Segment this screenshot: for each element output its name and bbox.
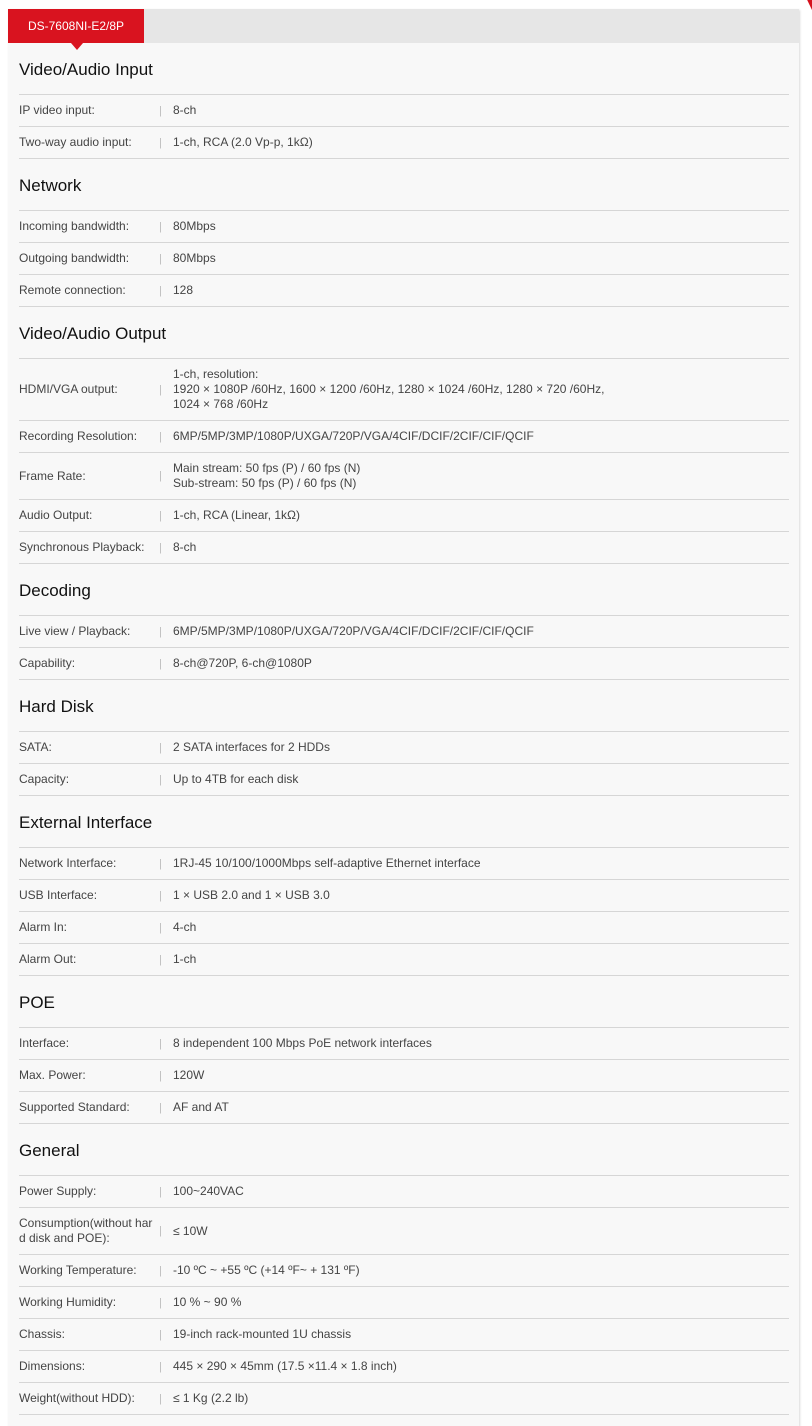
- spec-value-line: Sub-stream: 50 fps (P) / 60 fps (N): [173, 476, 357, 490]
- spec-value-line: 6MP/5MP/3MP/1080P/UXGA/720P/VGA/4CIF/DCIF/2CIF/CIF/QCIF: [173, 624, 534, 638]
- spec-value-line: 1 × USB 2.0 and 1 × USB 3.0: [173, 888, 330, 902]
- spec-row: [19, 880, 789, 912]
- spec-label: USB Interface:: [19, 888, 98, 902]
- spec-value: [173, 219, 789, 234]
- spec-value: [173, 283, 789, 298]
- spec-value-line: AF and AT: [173, 1100, 229, 1114]
- spec-value: [173, 656, 789, 671]
- spec-label: Working Temperature:: [19, 1263, 137, 1277]
- spec-section: [19, 43, 789, 159]
- spec-value: [173, 461, 789, 491]
- spec-value-line: 2 SATA interfaces for 2 HDDs: [173, 740, 330, 754]
- spec-value-line: 1RJ-45 10/100/1000Mbps self-adaptive Ethernet interface: [173, 856, 481, 870]
- spec-label: Frame Rate:: [19, 468, 86, 483]
- spec-label: Capability:: [19, 656, 76, 670]
- spec-value-line: Main stream: 50 fps (P) / 60 fps (N): [173, 461, 361, 475]
- spec-value: [173, 624, 789, 639]
- separator: |: [159, 657, 162, 670]
- separator: |: [159, 1037, 162, 1050]
- spec-value-line: 1-ch, resolution:: [173, 367, 259, 381]
- separator: |: [159, 889, 162, 902]
- separator: |: [159, 220, 162, 233]
- spec-value-line: 1-ch: [173, 952, 197, 966]
- corner-ribbon: [804, 0, 812, 10]
- spec-row: [19, 453, 789, 500]
- spec-row: [19, 421, 789, 453]
- spec-value-line: 120W: [173, 1068, 205, 1082]
- spec-section: [19, 564, 789, 680]
- spec-label: Supported Standard:: [19, 1100, 130, 1114]
- spec-label: HDMI/VGA output:: [19, 382, 118, 396]
- spec-label: SATA:: [19, 740, 52, 754]
- spec-value-line: 8-ch: [173, 103, 197, 117]
- spec-value: [173, 1263, 789, 1278]
- spec-label: Remote connection:: [19, 283, 126, 297]
- spec-row: [19, 1060, 789, 1092]
- spec-row: [19, 764, 789, 796]
- spec-label: Alarm In:: [19, 920, 68, 934]
- spec-value-line: ≤ 1 Kg (2.2 lb): [173, 1391, 249, 1405]
- spec-value: [173, 1100, 789, 1115]
- spec-section: [19, 680, 789, 796]
- spec-value-line: 8 independent 100 Mbps PoE network interfaces: [173, 1036, 432, 1050]
- spec-row: [19, 1028, 789, 1060]
- spec-value: [173, 772, 789, 787]
- spec-value-line: 128: [173, 283, 194, 297]
- spec-value: [173, 856, 789, 871]
- spec-label: Power Supply:: [19, 1184, 97, 1198]
- spec-value: [173, 367, 789, 412]
- spec-value-line: 80Mbps: [173, 219, 216, 233]
- spec-label: Alarm Out:: [19, 952, 77, 966]
- spec-section: [19, 159, 789, 307]
- separator: |: [159, 1101, 162, 1114]
- separator: |: [159, 921, 162, 934]
- spec-value-line: 10 % ~ 90 %: [173, 1295, 242, 1309]
- section-title: POE: [19, 976, 789, 1028]
- spec-row: [19, 912, 789, 944]
- spec-value: [173, 1391, 789, 1406]
- separator: |: [159, 252, 162, 265]
- section-title: Video/Audio Output: [19, 307, 789, 359]
- spec-row: [19, 500, 789, 532]
- spec-value: [173, 429, 789, 444]
- spec-value: [173, 888, 789, 903]
- separator: |: [159, 1392, 162, 1405]
- spec-row: [19, 359, 789, 421]
- separator: |: [159, 1225, 162, 1237]
- spec-value: [173, 1184, 789, 1199]
- separator: |: [159, 1360, 162, 1373]
- spec-label: Synchronous Playback:: [19, 540, 145, 554]
- spec-value: [173, 508, 789, 523]
- separator: |: [159, 773, 162, 786]
- spec-value-line: 8-ch: [173, 540, 197, 554]
- spec-value-line: 1024 × 768 /60Hz: [173, 397, 269, 411]
- spec-value-line: 1-ch, RCA (Linear, 1kΩ): [173, 508, 301, 522]
- spec-row: [19, 1176, 789, 1208]
- spec-label: IP video input:: [19, 103, 95, 117]
- spec-label: Live view / Playback:: [19, 624, 131, 638]
- spec-label: Chassis:: [19, 1327, 66, 1341]
- spec-label: Working Humidity:: [19, 1295, 117, 1309]
- separator: |: [159, 284, 162, 297]
- spec-value-line: 1920 × 1080P /60Hz, 1600 × 1200 /60Hz, 1280 × 1024 /60Hz, 1280 × 720 /60Hz,: [173, 382, 605, 396]
- spec-section: [19, 976, 789, 1124]
- separator: |: [159, 136, 162, 149]
- spec-value: [173, 103, 789, 118]
- tab-pointer: [71, 43, 83, 50]
- spec-value-line: 80Mbps: [173, 251, 216, 265]
- separator: |: [159, 857, 162, 870]
- spec-label: Dimensions:: [19, 1359, 86, 1373]
- spec-value-line: ≤ 10W: [173, 1223, 208, 1238]
- separator: |: [159, 104, 162, 117]
- tab-model[interactable]: DS-7608NI-E2/8P: [8, 9, 144, 43]
- spec-row: [19, 944, 789, 976]
- separator: |: [159, 470, 162, 482]
- spec-value: [173, 540, 789, 555]
- spec-label: Two-way audio input:: [19, 135, 132, 149]
- spec-value: [173, 1036, 789, 1051]
- spec-row: [19, 275, 789, 307]
- spec-label: Recording Resolution:: [19, 429, 138, 443]
- spec-row: [19, 1208, 789, 1255]
- separator: |: [159, 383, 162, 396]
- spec-row: [19, 1351, 789, 1383]
- spec-section: [19, 307, 789, 564]
- spec-row: [19, 95, 789, 127]
- spec-value-line: 6MP/5MP/3MP/1080P/UXGA/720P/VGA/4CIF/DCIF/2CIF/CIF/QCIF: [173, 429, 534, 443]
- spec-row: [19, 1319, 789, 1351]
- spec-value: [173, 1295, 789, 1310]
- separator: |: [159, 1069, 162, 1082]
- spec-row: [19, 1383, 789, 1415]
- spec-value: [173, 135, 789, 150]
- spec-section: [19, 1124, 789, 1415]
- spec-label: Max. Power:: [19, 1068, 86, 1082]
- spec-value: [173, 1359, 789, 1374]
- spec-value: [173, 740, 789, 755]
- spec-value-line: 1-ch, RCA (2.0 Vp-p, 1kΩ): [173, 135, 313, 149]
- spec-section: [19, 796, 789, 976]
- spec-content: [8, 43, 799, 1415]
- separator: |: [159, 1185, 162, 1198]
- separator: |: [159, 541, 162, 554]
- spec-row: [19, 243, 789, 275]
- spec-label: Interface:: [19, 1036, 70, 1050]
- spec-row: [19, 616, 789, 648]
- separator: |: [159, 1328, 162, 1341]
- separator: |: [159, 625, 162, 638]
- spec-row: [19, 1287, 789, 1319]
- spec-value-line: 100~240VAC: [173, 1184, 244, 1198]
- spec-label: Outgoing bandwidth:: [19, 251, 130, 265]
- spec-row: [19, 532, 789, 564]
- separator: |: [159, 430, 162, 443]
- spec-row: [19, 127, 789, 159]
- spec-value-line: Up to 4TB for each disk: [173, 772, 299, 786]
- separator: |: [159, 741, 162, 754]
- spec-value-line: -10 ºC ~ +55 ºC (+14 ºF~ + 131 ºF): [173, 1263, 360, 1277]
- spec-value-line: 8-ch@720P, 6-ch@1080P: [173, 656, 312, 670]
- spec-row: [19, 848, 789, 880]
- spec-panel: [8, 9, 799, 1426]
- spec-value: [173, 1327, 789, 1342]
- spec-value: [173, 920, 789, 935]
- spec-value-line: 445 × 290 × 45mm (17.5 ×11.4 × 1.8 inch): [173, 1359, 397, 1373]
- spec-row: [19, 1092, 789, 1124]
- spec-value: [173, 1068, 789, 1083]
- spec-row: [19, 732, 789, 764]
- separator: |: [159, 509, 162, 522]
- separator: |: [159, 1296, 162, 1309]
- separator: |: [159, 953, 162, 966]
- section-title: External Interface: [19, 796, 789, 848]
- spec-label: Capacity:: [19, 772, 70, 786]
- spec-row: [19, 211, 789, 243]
- spec-value-line: 19-inch rack-mounted 1U chassis: [173, 1327, 352, 1341]
- spec-value: [173, 1224, 789, 1239]
- section-title: General: [19, 1124, 789, 1176]
- section-title: Network: [19, 159, 789, 211]
- spec-row: [19, 648, 789, 680]
- spec-value: [173, 952, 789, 967]
- spec-row: [19, 1255, 789, 1287]
- spec-label: Network Interface:: [19, 856, 117, 870]
- spec-value-line: 4-ch: [173, 920, 197, 934]
- section-title: Video/Audio Input: [19, 43, 789, 95]
- spec-value: [173, 251, 789, 266]
- spec-label: Weight(without HDD):: [19, 1391, 135, 1405]
- spec-label: Incoming bandwidth:: [19, 219, 130, 233]
- section-title: Decoding: [19, 564, 789, 616]
- tab-bar: [8, 9, 799, 43]
- spec-label: Audio Output:: [19, 508, 93, 522]
- spec-label: Consumption(without hard disk and POE):: [19, 1216, 153, 1245]
- separator: |: [159, 1264, 162, 1277]
- section-title: Hard Disk: [19, 680, 789, 732]
